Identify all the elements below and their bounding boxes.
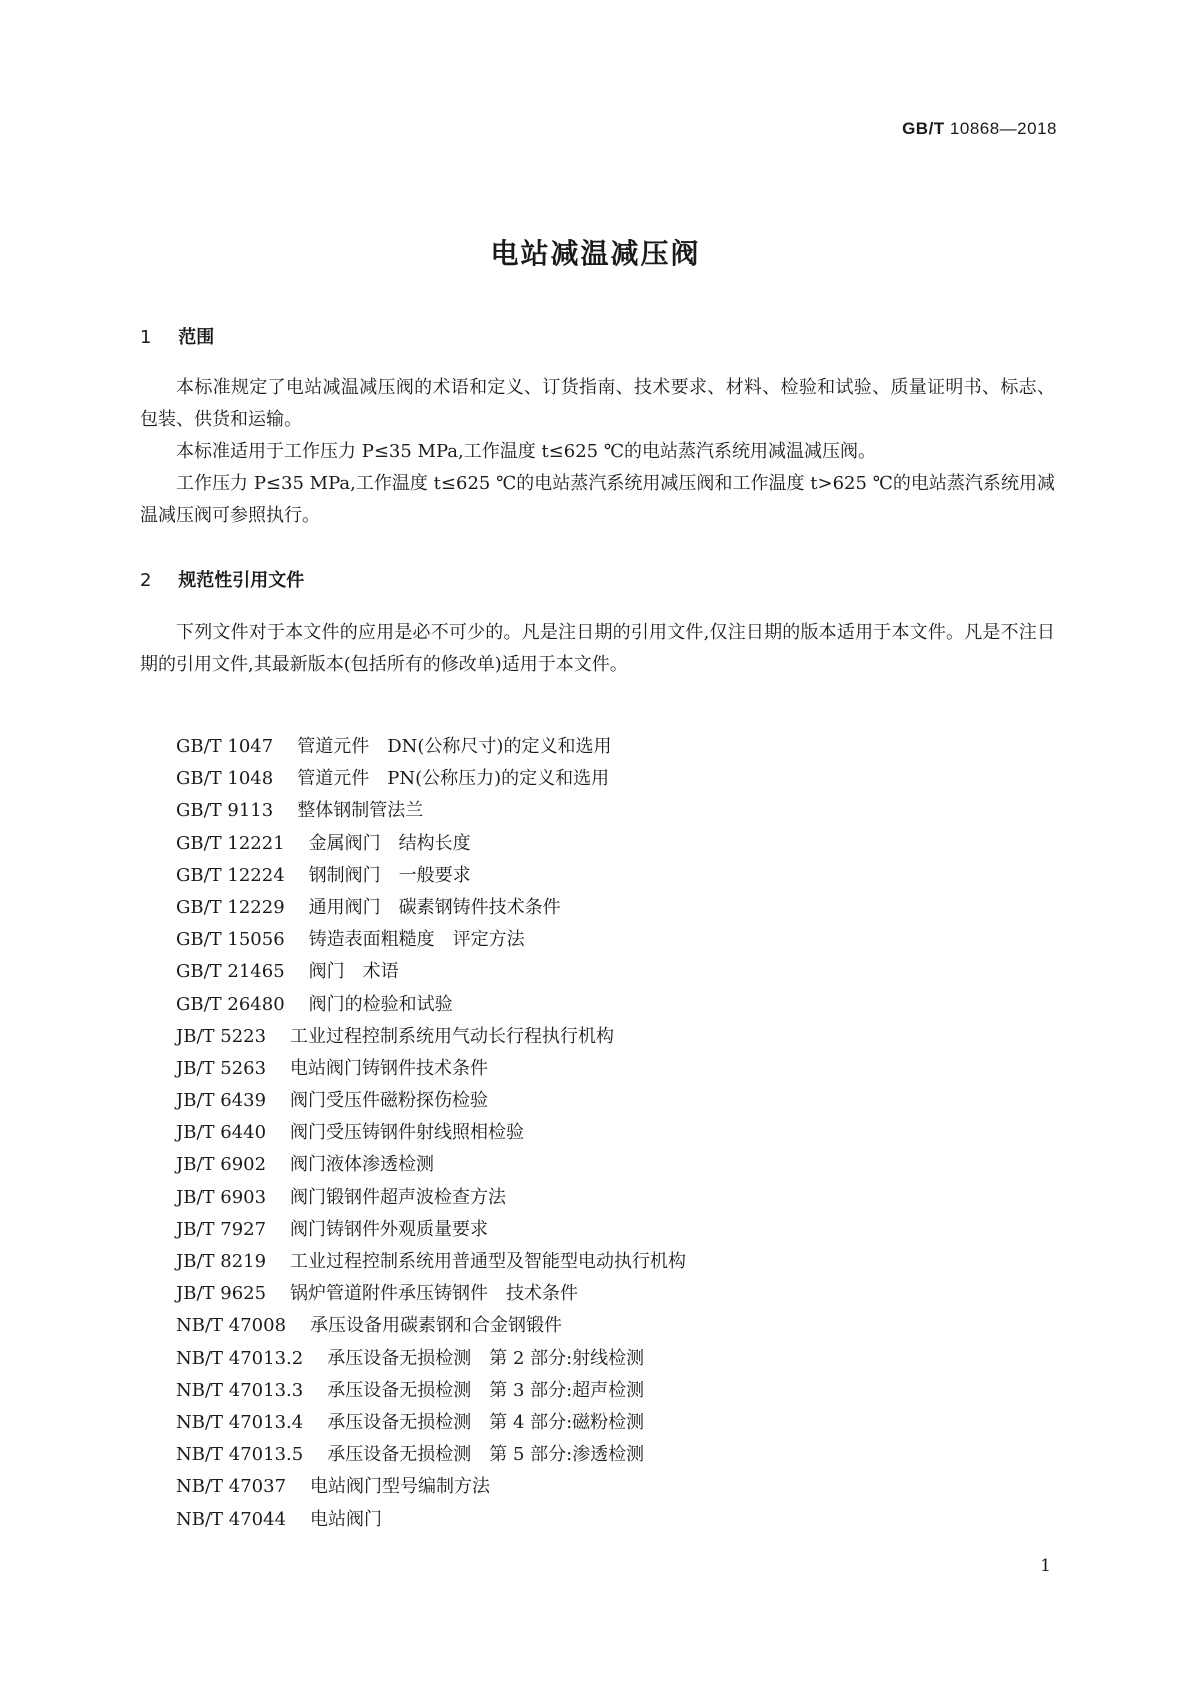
reference-title: 承压设备无损检测 第 2 部分:射线检测 xyxy=(327,1347,645,1369)
reference-code: JB/T 6902 xyxy=(176,1154,267,1176)
reference-item xyxy=(176,892,686,924)
page-number: 1 xyxy=(1040,1556,1051,1576)
reference-code: NB/T 47013.4 xyxy=(176,1411,304,1433)
reference-item xyxy=(176,1246,686,1278)
reference-item xyxy=(176,828,686,860)
reference-item xyxy=(176,1182,686,1214)
reference-code: NB/T 47044 xyxy=(176,1508,287,1530)
reference-title: 整体钢制管法兰 xyxy=(297,800,424,822)
reference-code: JB/T 9625 xyxy=(176,1283,267,1305)
reference-title: 承压设备无损检测 第 4 部分:磁粉检测 xyxy=(327,1411,645,1433)
standard-number xyxy=(902,119,1057,139)
reference-title: 工业过程控制系统用气动长行程执行机构 xyxy=(290,1025,615,1047)
reference-item xyxy=(176,1310,686,1342)
reference-item xyxy=(176,1343,686,1375)
reference-item xyxy=(176,1021,686,1053)
reference-item xyxy=(176,795,686,827)
reference-item xyxy=(176,924,686,956)
reference-item xyxy=(176,763,686,795)
reference-title: 工业过程控制系统用普通型及智能型电动执行机构 xyxy=(290,1251,687,1272)
reference-code: JB/T 8219 xyxy=(176,1251,267,1272)
reference-list xyxy=(176,731,686,1536)
standard-code: 10868—2018 xyxy=(949,119,1057,138)
scope-paragraph: 工作压力 P≤35 MPa,工作温度 t≤625 ℃的电站蒸汽系统用减压阀和工作温度 t>625 ℃的电站蒸汽系统用减温减压阀可参照执行。 xyxy=(140,473,1055,526)
reference-title: 通用阀门 碳素钢铸件技术条件 xyxy=(308,896,561,918)
reference-title: 承压设备无损检测 第 5 部分:渗透检测 xyxy=(327,1444,645,1466)
reference-title: 承压设备用碳素钢和合金钢锻件 xyxy=(310,1315,563,1337)
reference-title: 电站阀门型号编制方法 xyxy=(310,1476,491,1498)
reference-code: NB/T 47013.2 xyxy=(176,1347,304,1369)
reference-item xyxy=(176,1053,686,1085)
reference-title: 管道元件 DN(公称尺寸)的定义和选用 xyxy=(297,736,612,757)
reference-item xyxy=(176,1471,686,1503)
reference-code: NB/T 47008 xyxy=(176,1315,287,1337)
reference-code: JB/T 7927 xyxy=(176,1218,267,1240)
section-2-heading xyxy=(140,566,304,592)
reference-code: JB/T 6440 xyxy=(176,1122,267,1144)
reference-title: 电站阀门 xyxy=(310,1508,383,1530)
reference-item xyxy=(176,956,686,988)
reference-item xyxy=(176,1149,686,1181)
references-intro: 下列文件对于本文件的应用是必不可少的。凡是注日期的引用文件,仅注日期的版本适用于本文件。凡是不注日期的引用文件,其最新版本(包括所有的修改单)适用于本文件。 xyxy=(140,622,1055,675)
reference-code: GB/T 26480 xyxy=(176,993,285,1015)
reference-title: 阀门的检验和试验 xyxy=(308,993,453,1015)
reference-code: GB/T 1048 xyxy=(176,768,274,790)
reference-code: GB/T 15056 xyxy=(176,929,285,951)
reference-code: GB/T 9113 xyxy=(176,800,274,822)
reference-title: 阀门液体渗透检测 xyxy=(290,1154,435,1176)
reference-title: 阀门铸钢件外观质量要求 xyxy=(290,1218,489,1240)
reference-code: GB/T 12229 xyxy=(176,896,285,918)
reference-item xyxy=(176,860,686,892)
reference-code: JB/T 6439 xyxy=(176,1090,267,1112)
reference-title: 阀门 术语 xyxy=(308,961,399,983)
section-number: 1 xyxy=(140,327,152,348)
reference-code: JB/T 6903 xyxy=(176,1186,267,1208)
section-1-heading xyxy=(140,323,214,349)
reference-title: 金属阀门 结构长度 xyxy=(308,832,471,854)
reference-item xyxy=(176,731,686,763)
reference-title: 承压设备无损检测 第 3 部分:超声检测 xyxy=(327,1379,645,1401)
reference-title: 电站阀门铸钢件技术条件 xyxy=(290,1057,489,1079)
reference-code: GB/T 12221 xyxy=(176,832,285,854)
reference-code: GB/T 12224 xyxy=(176,864,285,886)
reference-title: 阀门锻钢件超声波检查方法 xyxy=(290,1186,507,1208)
reference-title: 锅炉管道附件承压铸钢件 技术条件 xyxy=(290,1283,579,1305)
reference-code: JB/T 5223 xyxy=(176,1025,267,1047)
section-title: 规范性引用文件 xyxy=(178,570,305,591)
reference-code: NB/T 47037 xyxy=(176,1476,287,1498)
reference-title: 钢制阀门 一般要求 xyxy=(308,864,471,886)
scope-paragraph: 本标准适用于工作压力 P≤35 MPa,工作温度 t≤625 ℃的电站蒸汽系统用减温减压阀。 xyxy=(176,441,876,462)
reference-title: 管道元件 PN(公称压力)的定义和选用 xyxy=(297,768,610,790)
reference-code: NB/T 47013.3 xyxy=(176,1379,304,1401)
document-title: 电站减温减压阀 xyxy=(490,237,701,270)
reference-item xyxy=(176,1439,686,1471)
reference-item xyxy=(176,1085,686,1117)
reference-code: GB/T 1047 xyxy=(176,736,274,757)
reference-title: 铸造表面粗糙度 评定方法 xyxy=(308,929,525,951)
reference-code: GB/T 21465 xyxy=(176,961,285,983)
section-number: 2 xyxy=(140,570,152,591)
section-title: 范围 xyxy=(178,327,215,348)
reference-item xyxy=(176,989,686,1021)
reference-title: 阀门受压件磁粉探伤检验 xyxy=(290,1090,489,1112)
standard-prefix: GB/T xyxy=(902,119,945,138)
scope-paragraph: 本标准规定了电站减温减压阀的术语和定义、订货指南、技术要求、材料、检验和试验、质量证明书、标志、包装、供货和运输。 xyxy=(140,377,1055,430)
reference-title: 阀门受压铸钢件射线照相检验 xyxy=(290,1122,525,1144)
reference-code: JB/T 5263 xyxy=(176,1057,267,1079)
reference-item xyxy=(176,1407,686,1439)
reference-code: NB/T 47013.5 xyxy=(176,1444,304,1466)
reference-item xyxy=(176,1214,686,1246)
reference-item xyxy=(176,1375,686,1407)
reference-item xyxy=(176,1117,686,1149)
reference-item xyxy=(176,1278,686,1310)
reference-item xyxy=(176,1504,686,1536)
